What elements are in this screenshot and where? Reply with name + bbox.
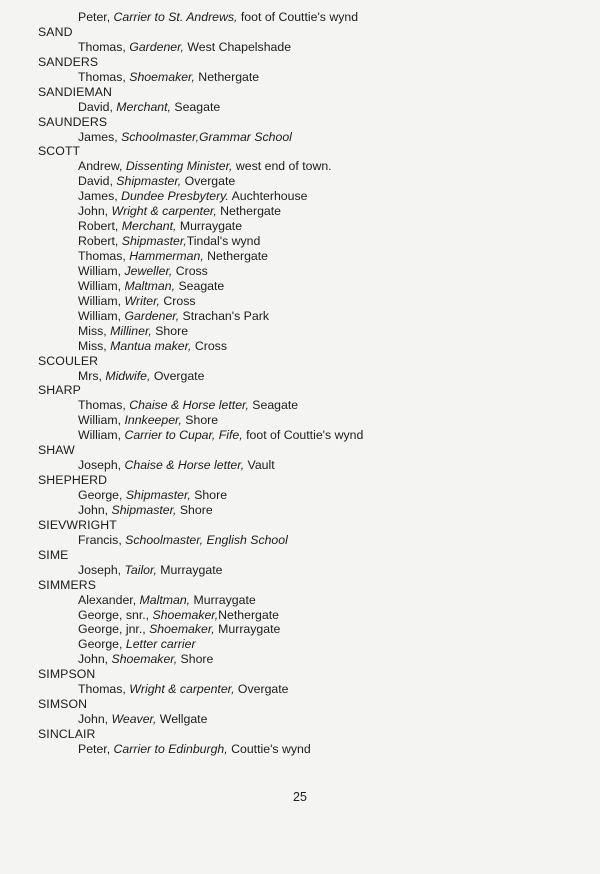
directory-entry	[38, 682, 578, 697]
directory-entry	[38, 413, 578, 428]
surname-heading: SHAW	[38, 443, 75, 458]
directory-entry	[38, 533, 578, 548]
entry-text: Francis,	[78, 532, 126, 547]
entry-occupation: Shoemaker,	[129, 69, 195, 84]
entry-text: Cross	[172, 263, 208, 278]
entry-text: Thomas,	[78, 398, 130, 413]
surname-heading: SIMMERS	[38, 577, 97, 592]
surname-heading: SIME	[38, 547, 69, 562]
directory-entry	[38, 10, 578, 25]
entry-occupation: Shoemaker,	[111, 652, 178, 667]
entry-occupation: Gardener,	[124, 308, 180, 323]
surname-heading: SANDERS	[38, 54, 99, 69]
entry-text: Strachan's Park	[179, 308, 269, 323]
entry-text: Cross	[159, 293, 196, 308]
entry-text: Joseph,	[78, 562, 125, 577]
entry-occupation: Merchant,	[116, 99, 171, 114]
entry-text: Murraygate	[214, 622, 281, 637]
directory-entry	[38, 204, 578, 219]
entry-text: William,	[78, 263, 125, 278]
entry-occupation: Carrier to St. Andrews,	[113, 10, 238, 24]
entry-text: Alexander,	[78, 592, 140, 607]
entry-occupation: Shipmaster,	[116, 174, 182, 189]
entry-occupation: Shoemaker,	[149, 622, 215, 637]
entry-text: Thomas,	[78, 69, 130, 84]
entry-text: Joseph,	[78, 458, 125, 473]
entry-text: George,	[78, 637, 126, 652]
entry-text: foot of Couttie's wynd	[237, 10, 359, 24]
entry-text: Mrs,	[78, 368, 106, 383]
entry-occupation: Midwife,	[105, 368, 151, 383]
entry-text: Murraygate	[156, 562, 223, 577]
entry-text: Auchterhouse	[228, 189, 308, 204]
entry-text: Nethergate	[203, 249, 269, 263]
entry-text: David,	[78, 99, 117, 114]
entry-occupation: Chaise & Horse letter,	[129, 398, 249, 413]
directory-entry	[38, 428, 578, 443]
entry-text: Peter,	[78, 741, 114, 756]
entry-text: Cross	[191, 338, 227, 353]
entry-occupation: Carrier to Edinburgh,	[113, 741, 228, 756]
entry-text: Andrew,	[78, 159, 126, 174]
entry-text: Shore	[176, 502, 213, 517]
entry-text: Overgate	[150, 368, 205, 383]
entry-text: Miss,	[78, 323, 111, 338]
entry-text: Murraygate	[176, 219, 243, 234]
entry-occupation: Shipmaster,	[125, 488, 191, 502]
directory-entry	[38, 622, 578, 637]
entry-text: John,	[78, 712, 112, 727]
entry-text: David,	[78, 174, 117, 189]
directory-entry	[38, 70, 578, 85]
directory-entry	[38, 608, 578, 623]
directory-entry	[38, 593, 578, 608]
directory-entry	[38, 309, 578, 324]
entry-occupation: Chaise & Horse letter,	[124, 458, 245, 473]
entry-occupation: Merchant,	[121, 219, 177, 234]
entry-occupation: Dissenting Minister,	[125, 159, 233, 174]
page-number: 25	[293, 790, 307, 804]
entry-occupation: Maltman,	[139, 592, 191, 607]
entry-occupation: Schoolmaster,Grammar School	[121, 129, 292, 144]
entry-text: Overgate	[234, 682, 289, 697]
entry-occupation: Writer,	[124, 293, 160, 308]
entry-text: Shore	[151, 323, 189, 338]
entry-text: Seagate	[175, 278, 225, 293]
entry-occupation: Gardener,	[129, 39, 184, 54]
directory-entry	[38, 294, 578, 309]
directory-entry	[38, 563, 578, 578]
entry-text: Nethergate	[216, 204, 282, 219]
directory-entry	[38, 130, 578, 145]
entry-text: Robert,	[78, 234, 122, 249]
directory-entry	[38, 652, 578, 667]
directory-entry	[38, 742, 578, 757]
surname-heading: SIMPSON	[38, 667, 96, 682]
entry-text: George, snr.,	[78, 607, 153, 622]
surname-heading: SHARP	[38, 383, 81, 398]
entry-occupation: Milliner,	[110, 323, 152, 338]
entry-text: Overgate	[181, 174, 236, 189]
directory-entry	[38, 219, 578, 234]
surname-heading: SINCLAIR	[38, 727, 96, 741]
entry-text: William,	[78, 413, 125, 428]
surname-heading: SANDIEMAN	[38, 84, 113, 99]
directory-entry	[38, 174, 578, 189]
entry-text: Seagate	[170, 99, 221, 114]
directory-entry	[38, 279, 578, 294]
entry-text: Shore	[177, 652, 214, 667]
directory-entry	[38, 369, 578, 384]
surname-heading: SHEPHERD	[38, 473, 108, 488]
entry-occupation: Shoemaker,	[152, 607, 219, 622]
entry-occupation: Hammerman,	[129, 249, 204, 263]
entry-occupation: Wright & carpenter,	[111, 204, 217, 219]
directory-entry	[38, 637, 578, 652]
entry-text: Miss,	[78, 338, 111, 353]
entry-text: Wellgate	[156, 712, 208, 727]
directory-entry	[38, 189, 578, 204]
entry-text: west end of town.	[232, 159, 332, 174]
directory-entry	[38, 159, 578, 174]
entry-text: John,	[78, 652, 112, 667]
entry-text: Shore	[190, 488, 228, 502]
directory-entry	[38, 712, 578, 727]
surname-heading: SAND	[38, 24, 73, 39]
directory-entry	[38, 264, 578, 279]
entry-text: John,	[78, 502, 112, 517]
entry-occupation: Carrier to Cupar, Fife,	[124, 428, 243, 443]
surname-heading: SIMSON	[38, 697, 88, 712]
directory-entry	[38, 324, 578, 339]
directory-entry	[38, 488, 578, 503]
entry-text: Peter,	[78, 10, 114, 24]
entry-text: Tindal's wynd	[186, 234, 261, 249]
entry-occupation: Maltman,	[124, 278, 176, 293]
entry-occupation: Tailor,	[124, 562, 157, 577]
entry-text: Robert,	[78, 219, 122, 234]
entry-occupation: Weaver,	[111, 712, 157, 727]
entry-text: William,	[78, 428, 125, 443]
entry-text: William,	[78, 308, 125, 323]
entry-text: George,	[78, 488, 126, 502]
entry-text: foot of Couttie's wynd	[242, 428, 364, 443]
entry-text: John,	[78, 204, 112, 219]
entry-occupation: Shipmaster,	[121, 234, 187, 249]
entry-text: Thomas,	[78, 682, 130, 697]
surname-heading: SCOTT	[38, 144, 81, 159]
surname-heading: SAUNDERS	[38, 114, 108, 129]
entry-occupation: Dundee Presbytery.	[121, 189, 229, 204]
directory-entry	[38, 398, 578, 413]
directory-entry	[38, 249, 578, 264]
entry-text: Murraygate	[190, 592, 256, 607]
surname-heading: SIEVWRIGHT	[38, 517, 117, 532]
directory-listing	[38, 10, 578, 757]
entry-occupation: Innkeeper,	[124, 413, 182, 428]
entry-occupation: Wright & carpenter,	[129, 682, 235, 697]
entry-text: William,	[78, 278, 125, 293]
entry-text: Couttie's wynd	[227, 741, 311, 756]
directory-entry	[38, 100, 578, 115]
entry-text: George, jnr.,	[78, 622, 150, 637]
directory-entry	[38, 458, 578, 473]
entry-text: Shore	[181, 413, 219, 428]
directory-entry	[38, 503, 578, 518]
directory-entry	[38, 234, 578, 249]
entry-occupation: Schoolmaster, English School	[125, 532, 288, 547]
entry-text: James,	[78, 129, 122, 144]
entry-occupation: Jeweller,	[124, 263, 173, 278]
entry-text: James,	[78, 189, 122, 204]
entry-text: West Chapelshade	[183, 39, 292, 54]
entry-text: William,	[78, 293, 125, 308]
directory-entry	[38, 339, 578, 354]
entry-text: Nethergate	[194, 69, 260, 84]
surname-heading: SCOULER	[38, 353, 99, 368]
entry-text: Thomas,	[78, 249, 130, 263]
entry-occupation: Shipmaster,	[111, 502, 177, 517]
entry-occupation: Letter carrier	[125, 637, 196, 652]
entry-occupation: Mantua maker,	[110, 338, 192, 353]
entry-text: Vault	[244, 458, 275, 473]
entry-text: Nethergate	[218, 607, 279, 622]
entry-text: Seagate	[248, 398, 299, 413]
entry-text: Thomas,	[78, 39, 130, 54]
directory-entry	[38, 40, 578, 55]
